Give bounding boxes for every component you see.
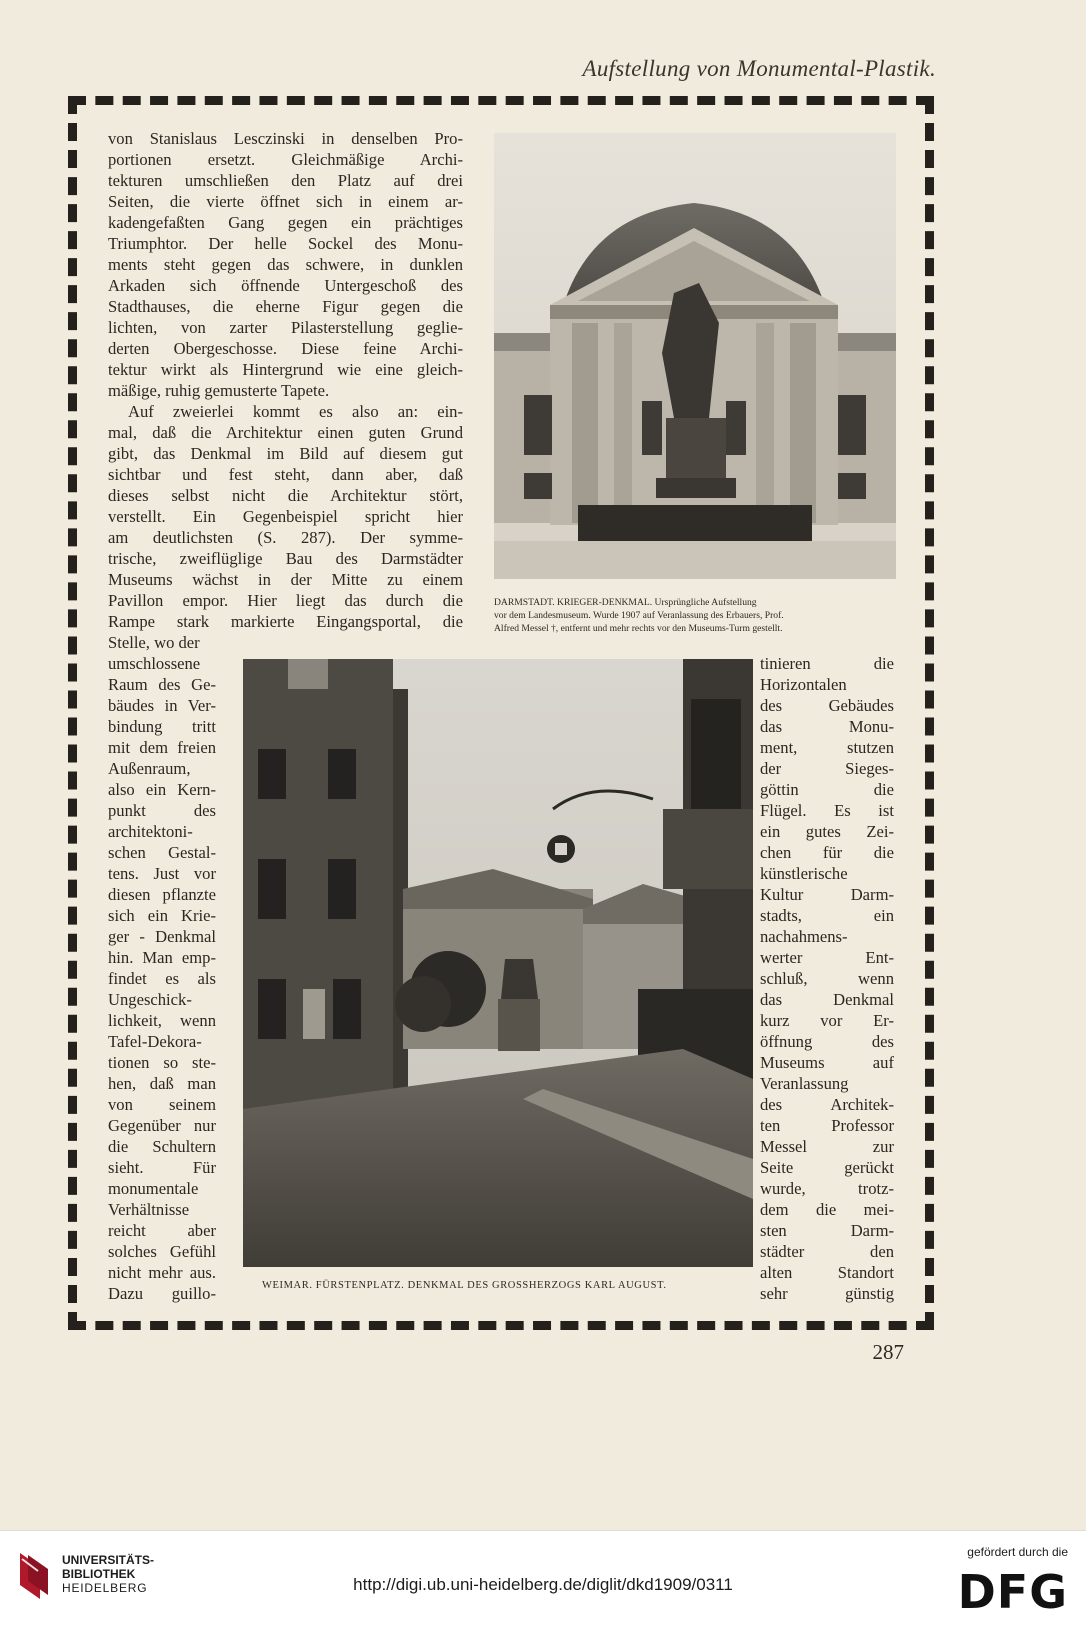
text-column-right [760,653,894,1304]
text-line: öffnung des [760,1032,894,1051]
text-line: des Gebäudes [760,696,894,715]
text-line: stadts, ein [760,906,894,925]
text-line: tionen so ste- [108,1053,216,1072]
text-line: mit dem freien [108,738,216,757]
text-line: verstellt. Ein Gegenbeispiel spricht hier [108,507,463,526]
text-line: schluß, wenn [760,969,894,988]
text-line: tens. Just vor [108,864,216,883]
caption-line: vor dem Landesmuseum. Wurde 1907 auf Veranlassung des Erbauers, Prof. [494,610,784,621]
text-line: künstlerische [760,864,848,883]
text-line: ments steht gegen das schwere, in dunklen [108,255,463,274]
text-line: bäudes in Ver- [108,696,216,715]
text-line: schen Gestal- [108,843,216,862]
permalink-url[interactable]: http://digi.ub.uni-heidelberg.de/diglit/dkd1909/0311 [353,1575,733,1594]
text-line: die Schultern [108,1137,216,1156]
text-line: Kultur Darm- [760,885,894,904]
text-line: mal, daß die Architektur einen guten Grund [108,423,463,442]
text-line: Museums auf [760,1053,894,1072]
text-line: göttin die [760,780,894,799]
text-line: der Sieges- [760,759,894,778]
text-line: reicht aber [108,1221,216,1240]
text-line: Pavillon empor. Hier liegt das durch die [108,591,463,610]
text-line: dieses selbst nicht die Architektur stört, [108,486,463,505]
funded-by-label: gefördert durch die [967,1545,1068,1559]
weimar-photo-drawing [243,659,753,1267]
text-column-top [108,128,463,653]
text-line: Raum des Ge- [108,675,216,694]
text-line: wurde, trotz- [760,1179,894,1198]
text-line: monumentale [108,1179,199,1198]
text-line: nachahmens- [760,927,848,946]
text-line: kurz vor Er- [760,1011,894,1030]
text-line: Verhältnisse [108,1200,190,1219]
text-line: Außenraum, [108,759,191,778]
text-line: punkt des [108,801,216,820]
dfg-logo[interactable]: DFG [957,1565,1068,1619]
text-line: ment, stutzen [760,738,894,757]
text-line: kadengefaßten Gang gegen ein prächtiges [108,213,463,232]
text-line: bindung tritt [108,717,216,736]
text-line: trische, zweiflüglige Bau des Darmstädter [108,549,463,568]
text-line: Seiten, die vierte öffnet sich in einem ar- [108,192,463,211]
photo-weimar-fuerstenplatz [243,659,753,1267]
text-line: solches Gefühl [108,1242,216,1261]
text-line: Triumphtor. Der helle Sockel des Monu- [108,234,463,253]
text-line: Stelle, wo der [108,633,200,652]
text-line: am deutlichsten (S. 287). Der symme- [108,528,463,547]
text-line: chen für die [760,843,894,862]
text-line: dem die mei- [760,1200,894,1219]
text-line: sten Darm- [760,1221,894,1240]
text-line: Horizontalen [760,675,847,694]
text-line: tektur wirkt als Hintergrund wie eine gleich- [108,360,463,379]
text-line: findet es als [108,969,216,988]
text-line: Museums wächst in der Mitte zu einem [108,570,463,589]
text-line: tinieren die [760,654,894,673]
text-line: Dazu guillo- [108,1284,216,1303]
text-line: hin. Man emp- [108,948,216,967]
text-line: architektoni- [108,822,193,841]
text-line: werter Ent- [760,948,894,967]
text-line: nicht mehr aus. [108,1263,216,1282]
text-line: das Denkmal [760,990,894,1009]
text-line: Rampe stark markierte Eingangsportal, die [108,612,463,631]
text-column-left [108,653,216,1304]
text-line: umschlossene [108,654,201,673]
text-line: Tafel-Dekora- [108,1032,202,1051]
text-line: des Architek- [760,1095,894,1114]
text-line: Seite gerückt [760,1158,894,1177]
text-line: lichten, von zarter Pilasterstellung geglie- [108,318,463,337]
text-line: Veranlassung [760,1074,849,1093]
text-line: tekturen umschließen den Platz auf drei [108,171,463,190]
text-line: also ein Kern- [108,780,216,799]
text-line: Auf zweierlei kommt es also an: ein- [128,402,463,421]
text-line: Stadthauses, die eherne Figur gegen die [108,297,463,316]
caption-weimar: WEIMAR. FÜRSTENPLATZ. DENKMAL DES GROSSHERZOGS KARL AUGUST. [262,1280,667,1291]
text-line: derten Obergeschosse. Diese feine Archi- [108,339,463,358]
text-line: Ungeschick- [108,990,192,1009]
caption-line: Alfred Messel †, entfernt und mehr rechts vor den Museums-Turm gestellt. [494,623,783,634]
text-line: städter den [760,1242,894,1261]
text-line: Flügel. Es ist [760,801,894,820]
text-line: gibt, das Denkmal im Bild auf diesem gut [108,444,463,463]
darmstadt-photo-drawing [494,133,896,579]
text-line: sichtbar und fest steht, dann aber, daß [108,465,463,484]
text-line: lichkeit, wenn [108,1011,216,1030]
caption-line: DARMSTADT. KRIEGER-DENKMAL. Ursprüngliche Aufstellung [494,597,757,608]
library-line-1: UNIVERSITÄTS- [62,1553,155,1567]
text-line: ein gutes Zei- [760,822,894,841]
text-line: diesen pflanzte [108,885,216,904]
text-line: sieht. Für [108,1158,216,1177]
page-number: 287 [872,1340,904,1364]
caption-darmstadt [494,596,896,635]
library-line-3: HEIDELBERG [62,1581,148,1595]
text-line: ten Professor [760,1116,894,1135]
text-line: Gegenüber nur [108,1116,216,1135]
library-line-2: BIBLIOTHEK [62,1567,136,1581]
text-line: von Stanislaus Lesczinski in denselben Pro- [108,129,463,148]
text-line: sehr günstig [760,1284,894,1303]
text-line: Messel zur [760,1137,894,1156]
text-line: sich ein Krie- [108,906,216,925]
photo-darmstadt-krieger-denkmal [494,133,896,579]
text-line: ger - Denkmal [108,927,216,946]
text-line: mäßige, ruhig gemusterte Tapete. [108,381,330,400]
running-head: Aufstellung von Monumental-Plastik. [582,56,936,81]
text-line: portionen ersetzt. Gleichmäßige Archi- [108,150,463,169]
text-line: Arkaden sich öffnende Untergeschoß des [108,276,463,295]
text-line: alten Standort [760,1263,894,1282]
text-line: hen, daß man [108,1074,216,1093]
text-line: von seinem [108,1095,216,1114]
text-line: das Monu- [760,717,894,736]
viewer-footer [0,1530,1086,1625]
